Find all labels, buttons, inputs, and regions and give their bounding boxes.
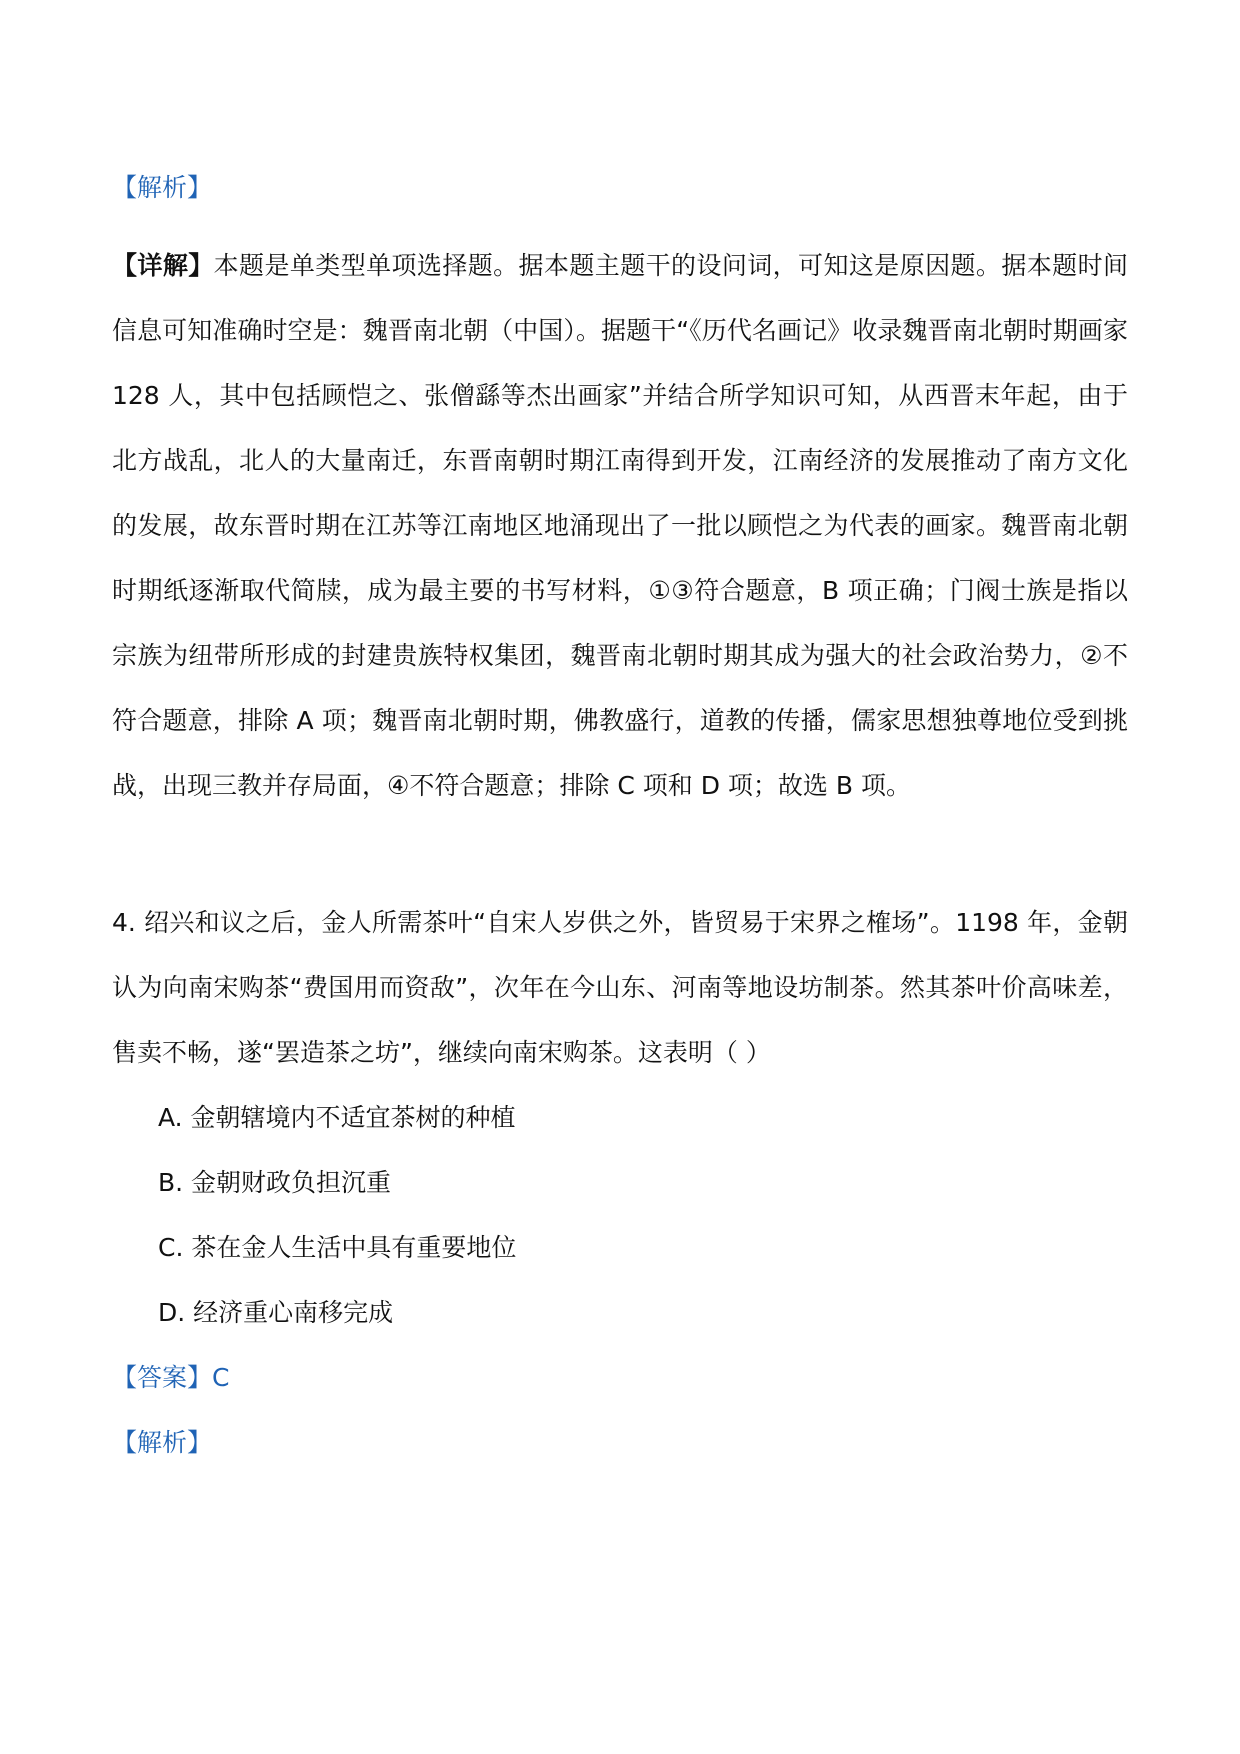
detail-heading: 【详解】 xyxy=(112,251,214,280)
analysis-label: 【解析】 xyxy=(112,173,213,202)
answer-label: 【答案】C xyxy=(112,1363,230,1392)
analysis-label-2: 【解析】 xyxy=(112,1428,213,1457)
option-b: B. 金朝财政负担沉重 xyxy=(158,1168,392,1197)
option-d: D. 经济重心南移完成 xyxy=(158,1298,394,1327)
option-c: C. 茶在金人生活中具有重要地位 xyxy=(158,1233,517,1262)
question-options xyxy=(112,1085,1128,1345)
detail-paragraph xyxy=(112,233,1128,818)
option-a: A. 金朝辖境内不适宜茶树的种植 xyxy=(158,1103,516,1132)
document-content xyxy=(112,170,1128,1475)
detail-text: 本题是单类型单项选择题。据本题主题干的设问词，可知这是原因题。据本题时间信息可知准确时空是：魏晋南北朝（中国）。据题干“《历代名画记》收录魏晋南北朝时期画家 128 人，其中包括顾恺之、张僧繇等杰出画家”并结合所学知识可知，从西晋末年起，由于北方战乱，北人的大量南迁，东晋南朝时期江南得到开发，江南经济的发展推动了南方文化的发展，故东晋时期在江苏等江南地区地涌现出了一批以顾恺之为代表的画家。魏晋南北朝时期纸逐渐取代简牍，成为最主要的书写材料，①③符合题意，B 项正确；门阀士族是指以宗族为纽带所形成的封建贵族特权集团，魏晋南北朝时期其成为强大的社会政治势力，②不符合题意，排除 A 项；魏晋南北朝时期，佛教盛行，道教的传播，儒家思想独尊地位受到挑战，出现三教并存局面，④不符合题意；排除 C 项和 D 项；故选 B 项。 xyxy=(112,251,1128,800)
question-stem: 4. 绍兴和议之后，金人所需茶叶“自宋人岁供之外，皆贸易于宋界之榷场”。1198 年，金朝认为向南宋购茶“费国用而资敌”，次年在今山东、河南等地设坊制茶。然其茶叶价高味差，售卖不畅，遂“罢造茶之坊”，继续向南宋购茶。这表明（ ） xyxy=(112,908,1128,1067)
